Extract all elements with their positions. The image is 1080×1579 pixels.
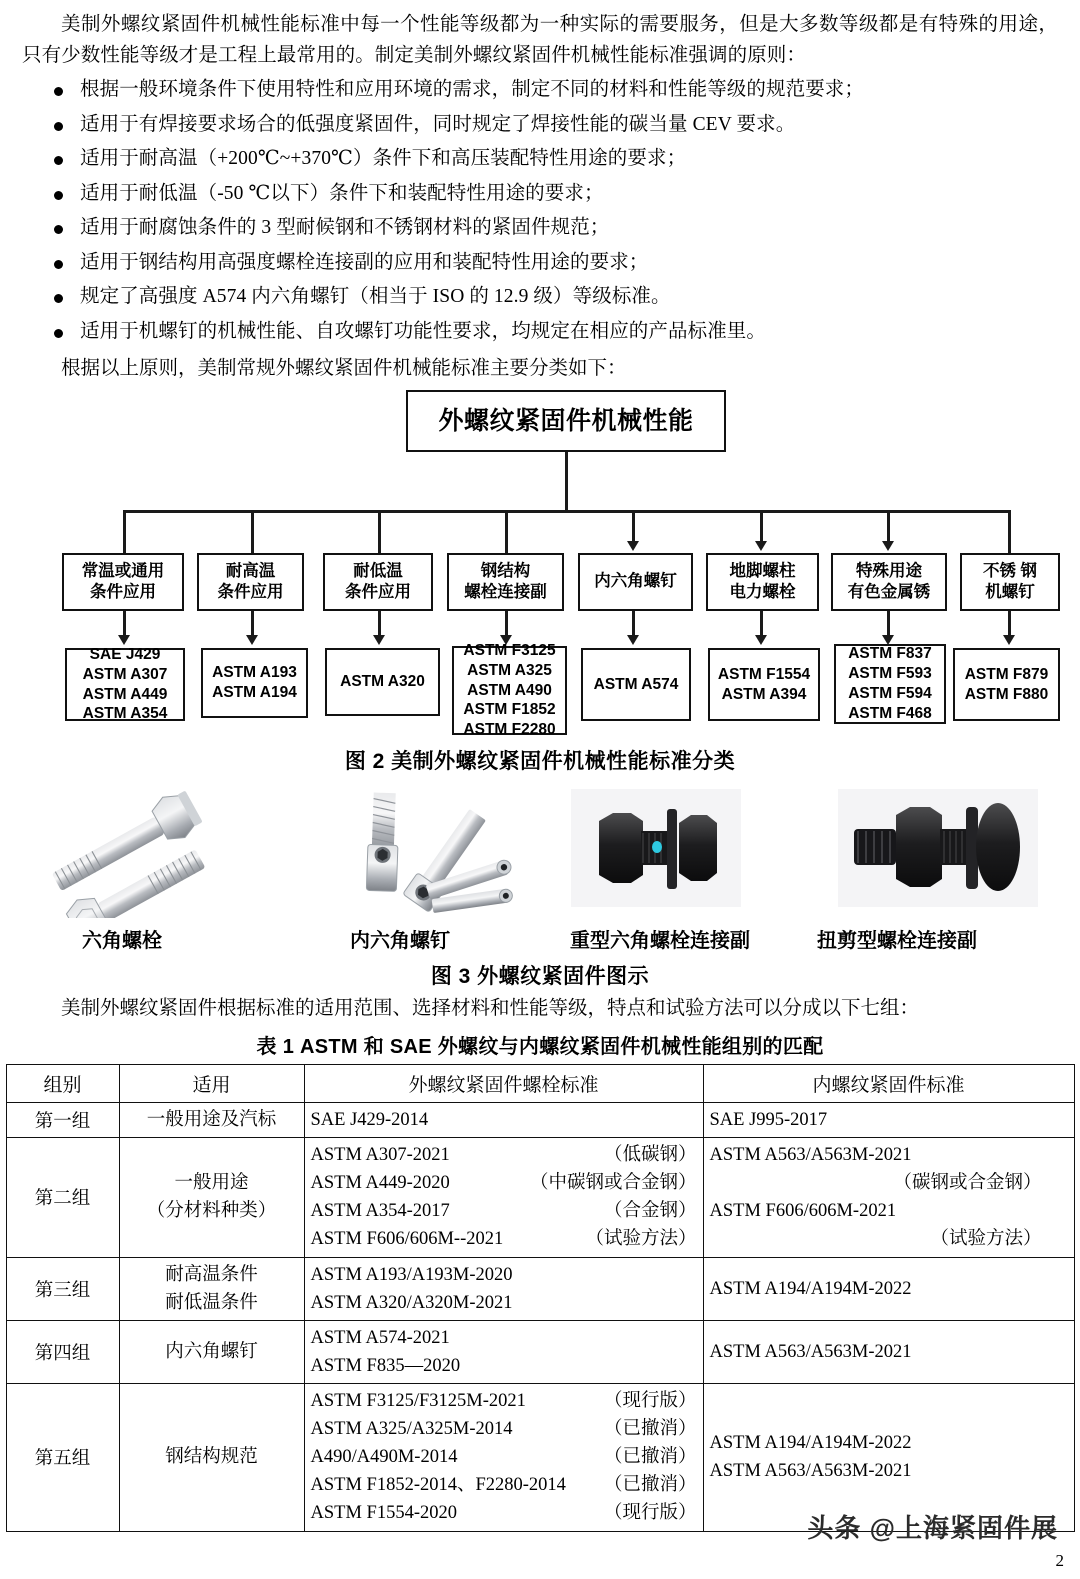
flowchart-category-node-3 [447,553,564,611]
standard-line: ASTM F837 [848,645,932,663]
std-line: ASTM F606/606M-2021 [709,1201,897,1222]
flowchart-root-label: 外螺纹紧固件机械性能 [438,407,694,435]
list-item: 根据一般环境条件下使用特性和应用环境的需求，制定不同的材料和性能等级的规范要求； [22,73,1058,108]
std-row [311,1225,697,1253]
std-line: ASTM A563/A563M-2021 [709,1145,912,1166]
table-1-title: 表 1 ASTM 和 SAE 外螺纹与内螺纹紧固件机械性能组别的匹配 [256,1036,824,1058]
category-line: 常温或通用 [81,561,165,580]
std-note: （现行版） [603,1390,697,1411]
std-row [311,1415,697,1443]
list-item: 适用于耐低温（-50 ℃以下）条件下和装配特性用途的要求； [22,177,1058,212]
cell-use [119,1383,304,1531]
use-line: 一般用途及汽标 [146,1110,277,1130]
standard-line: ASTM A574 [593,675,679,693]
use-line: 一般用途 [174,1173,249,1194]
fastener-classification-flowchart [20,390,1060,745]
std-line: ASTM A563/A563M-2021 [709,1341,912,1362]
document-body [0,9,1080,384]
classification-lead-in: 根据以上原则，美制常规外螺纹紧固件机械能标准主要分类如下： [61,358,627,379]
cell-use [119,1257,304,1320]
flowchart-dropper [378,510,381,553]
table-header-row [6,1065,1074,1103]
flowchart-standards-node-6 [834,644,946,724]
standard-line: ASTM A307 [82,665,168,683]
std-row [311,1169,697,1197]
flowchart-arrow-icon [118,635,130,645]
column-header-internal: 内螺纹紧固件标准 [703,1065,1074,1103]
cell-internal [703,1257,1074,1320]
use-line: 内六角螺钉 [165,1341,258,1362]
standard-line: ASTM F593 [848,665,932,683]
std-line: A490/A490M-2014 [310,1447,458,1468]
list-item: 规定了高强度 A574 内六角螺钉（相当于 ISO 的 12.9 级）等级标准。 [22,280,1058,315]
std-line: ASTM F835—2020 [310,1355,461,1376]
flowchart-standards-node-2 [325,648,440,716]
standard-line: ASTM A394 [721,685,807,703]
flowchart-standards-node-1 [201,648,308,718]
category-line: 钢结构 [480,561,531,580]
std-row [311,1443,697,1471]
flowchart-standards-node-4 [581,648,691,721]
category-line: 不锈 钢 [982,561,1038,580]
standard-line: ASTM A194 [212,684,297,701]
photo-tension-control-assembly [838,789,1038,907]
table-row [6,1103,1074,1138]
cell-internal [703,1320,1074,1383]
flowchart-dropper [251,510,254,553]
cell-external [304,1103,703,1138]
category-line: 耐高温 [225,561,276,580]
flowchart-arrow-icon [755,541,767,551]
flowchart-trunk-line [565,452,568,512]
std-line: ASTM A563/A563M-2021 [709,1461,912,1482]
category-line: 内六角螺钉 [594,572,677,591]
cell-use [119,1103,304,1138]
std-line: ASTM A307-2021 [310,1145,450,1166]
std-note: （现行版） [603,1503,697,1524]
figure-3-caption: 图 3 外螺纹紧固件图示 [430,965,650,988]
flowchart-connector [378,611,381,637]
cell-group: 第二组 [6,1138,119,1257]
standard-line: ASTM A354 [82,705,168,723]
list-item: 适用于有焊接要求场合的低强度紧固件，同时规定了焊接性能的碳当量 CEV 要求。 [22,108,1058,143]
category-line: 地脚螺柱 [729,561,796,580]
table-lead-in: 美制外螺纹紧固件根据标准的适用范围、选择材料和性能等级，特点和试验方法可以分成以下七组： [61,998,920,1019]
cell-group: 第三组 [6,1257,119,1320]
flowchart-connector [123,611,126,637]
std-row [311,1197,697,1225]
category-line: 条件应用 [217,583,284,601]
photo-socket-head-screws [306,783,531,918]
flowchart-category-node-7 [960,553,1060,611]
cell-external [304,1320,703,1383]
std-line: ASTM F1554-2020 [310,1503,457,1524]
standard-line: ASTM A325 [467,661,552,679]
std-row [311,1471,697,1499]
flowchart-arrow-icon [755,635,767,645]
flowchart-dropper [760,510,763,543]
std-line: ASTM A574-2021 [310,1327,450,1348]
std-note: （合金钢） [603,1201,697,1222]
column-header-group: 组别 [6,1065,119,1103]
standard-line: ASTM F880 [964,685,1049,703]
flowchart-root-node [406,390,726,452]
list-item: 适用于耐高温（+200℃~+370℃）条件下和高压装配特性用途的要求； [22,142,1058,177]
std-note: （已撤消） [603,1475,697,1496]
std-note: （中碳钢或合金钢） [529,1173,697,1194]
flowchart-connector [1008,611,1011,637]
flowchart-bus-line [123,510,1009,513]
flowchart-dropper [505,510,508,553]
category-line: 机螺钉 [985,583,1035,601]
flowchart-category-node-6 [831,553,947,611]
photo-label-3: 扭剪型螺栓连接副 [817,930,977,952]
cell-internal [703,1103,1074,1138]
standard-line: ASTM F594 [848,685,932,702]
category-line: 螺栓连接副 [464,583,547,601]
standard-line: SAE J429 [89,645,161,663]
column-header-use: 适用 [119,1065,304,1103]
photo-label-0: 六角螺栓 [82,930,162,952]
standard-line: ASTM F1852 [463,701,556,719]
flowchart-category-node-0 [62,553,184,611]
category-line: 耐低温 [353,561,403,580]
flowchart-dropper [1008,510,1011,553]
std-line: ASTM F1852-2014、F2280-2014 [310,1475,566,1496]
flowchart-dropper [632,510,635,543]
use-line: 耐低温条件 [165,1292,258,1313]
standard-line: ASTM F2280 [463,721,556,739]
std-line: ASTM A320/A320M-2021 [310,1292,513,1313]
flowchart-standards-node-0 [65,645,185,723]
standard-line: ASTM F879 [964,665,1049,683]
flowchart-connector [251,611,254,637]
standard-line: ASTM F1554 [717,665,811,683]
table-row [6,1138,1074,1257]
cell-external [304,1257,703,1320]
std-row [311,1387,697,1415]
standard-line: ASTM F468 [848,704,932,722]
standard-line: ASTM F3125 [463,641,556,659]
std-line: ASTM A354-2017 [310,1201,450,1222]
cell-group: 第四组 [6,1320,119,1383]
std-note: （试验方法） [585,1229,697,1250]
list-item: 适用于耐腐蚀条件的 3 型耐候钢和不锈钢材料的紧固件规范； [22,211,1058,246]
flowchart-category-node-2 [323,553,433,611]
photo-label-row [20,924,1060,956]
standard-line: ASTM A320 [340,673,425,691]
cell-external [304,1138,703,1257]
std-line: SAE J995-2017 [709,1110,828,1130]
flowchart-arrow-icon [627,541,639,551]
std-row [311,1499,697,1527]
category-line: 条件应用 [90,583,156,601]
std-line: （试验方法） [930,1229,1042,1250]
std-note: （低碳钢） [603,1145,697,1166]
standard-line: ASTM A449 [82,685,168,703]
flowchart-standards-node-5 [708,648,820,721]
fastener-photo-strip [20,783,1060,918]
flowchart-dropper [887,510,890,543]
flowchart-category-node-4 [578,553,693,611]
use-line: （分材料种类） [146,1201,277,1222]
std-note: （已撤消） [603,1419,697,1440]
standard-line: ASTM A193 [212,664,297,682]
flowchart-standards-node-3 [452,641,567,739]
flowchart-category-node-1 [197,553,304,611]
photo-label-1: 内六角螺钉 [350,930,450,952]
std-line: ASTM A194/A194M-2022 [709,1278,912,1299]
flowchart-connector [760,611,763,637]
cell-group: 第一组 [6,1103,119,1138]
flowchart-connector [505,611,508,637]
flowchart-arrow-icon [246,635,258,645]
cell-external [304,1383,703,1531]
cell-use [119,1138,304,1257]
std-line: ASTM A193/A193M-2020 [310,1264,513,1285]
intro-paragraph: 美制外螺纹紧固件机械性能标准中每一个性能等级都为一种实际的需要服务，但是大多数等级都是有特殊的用途，只有少数性能等级才是工程上最常用的。制定美制外螺纹紧固件机械性能标准强调的原则： [22,14,1058,66]
column-header-external: 外螺纹紧固件螺栓标准 [304,1065,703,1103]
flowchart-standards-node-7 [953,648,1060,721]
flowchart-connector [887,611,890,637]
std-line: ASTM A325/A325M-2014 [310,1419,513,1440]
use-line: 耐高温条件 [165,1264,258,1285]
category-line: 特殊用途 [856,561,922,580]
cell-internal [703,1138,1074,1257]
list-item: 适用于机螺钉的机械性能、自攻螺钉功能性要求，均规定在相应的产品标准里。 [22,315,1058,350]
std-line: ASTM A449-2020 [310,1173,450,1194]
flowchart-category-node-5 [706,553,819,611]
std-note: （已撤消） [603,1447,697,1468]
principles-list [22,73,1058,349]
flowchart-arrow-icon [627,635,639,645]
watermark: 头条 @上海紧固件展 [807,1513,1058,1543]
std-line: ASTM F3125/F3125M-2021 [310,1390,526,1411]
standard-line: ASTM A490 [467,681,552,699]
std-line: ASTM F606/606M--2021 [310,1229,504,1250]
page-number: 2 [1055,1551,1064,1570]
flowchart-arrow-icon [373,635,385,645]
flowchart-connector [632,611,635,637]
flowchart-arrow-icon [882,541,894,551]
cell-use [119,1320,304,1383]
figure-2-caption: 图 2 美制外螺纹紧固件机械性能标准分类 [344,750,736,773]
table-row [6,1257,1074,1320]
photo-hex-bolts [30,783,260,918]
category-line: 电力螺栓 [729,583,796,601]
use-line: 钢结构规范 [165,1447,258,1468]
photo-heavy-hex-assembly [571,789,741,907]
category-line: 条件应用 [345,583,411,601]
std-line: ASTM A194/A194M-2022 [709,1433,912,1454]
std-line: （碳钢或合金钢） [893,1173,1042,1194]
std-line: SAE J429-2014 [310,1110,429,1130]
flowchart-dropper [123,510,126,553]
photo-label-2: 重型六角螺栓连接副 [570,930,750,952]
flowchart-arrow-icon [1003,635,1015,645]
table-row [6,1320,1074,1383]
standards-matching-table [6,1064,1075,1532]
std-row [311,1141,697,1169]
list-item: 适用于钢结构用高强度螺栓连接副的应用和装配特性用途的要求； [22,246,1058,281]
category-line: 有色金属锈 [847,583,931,601]
cell-group: 第五组 [6,1383,119,1531]
